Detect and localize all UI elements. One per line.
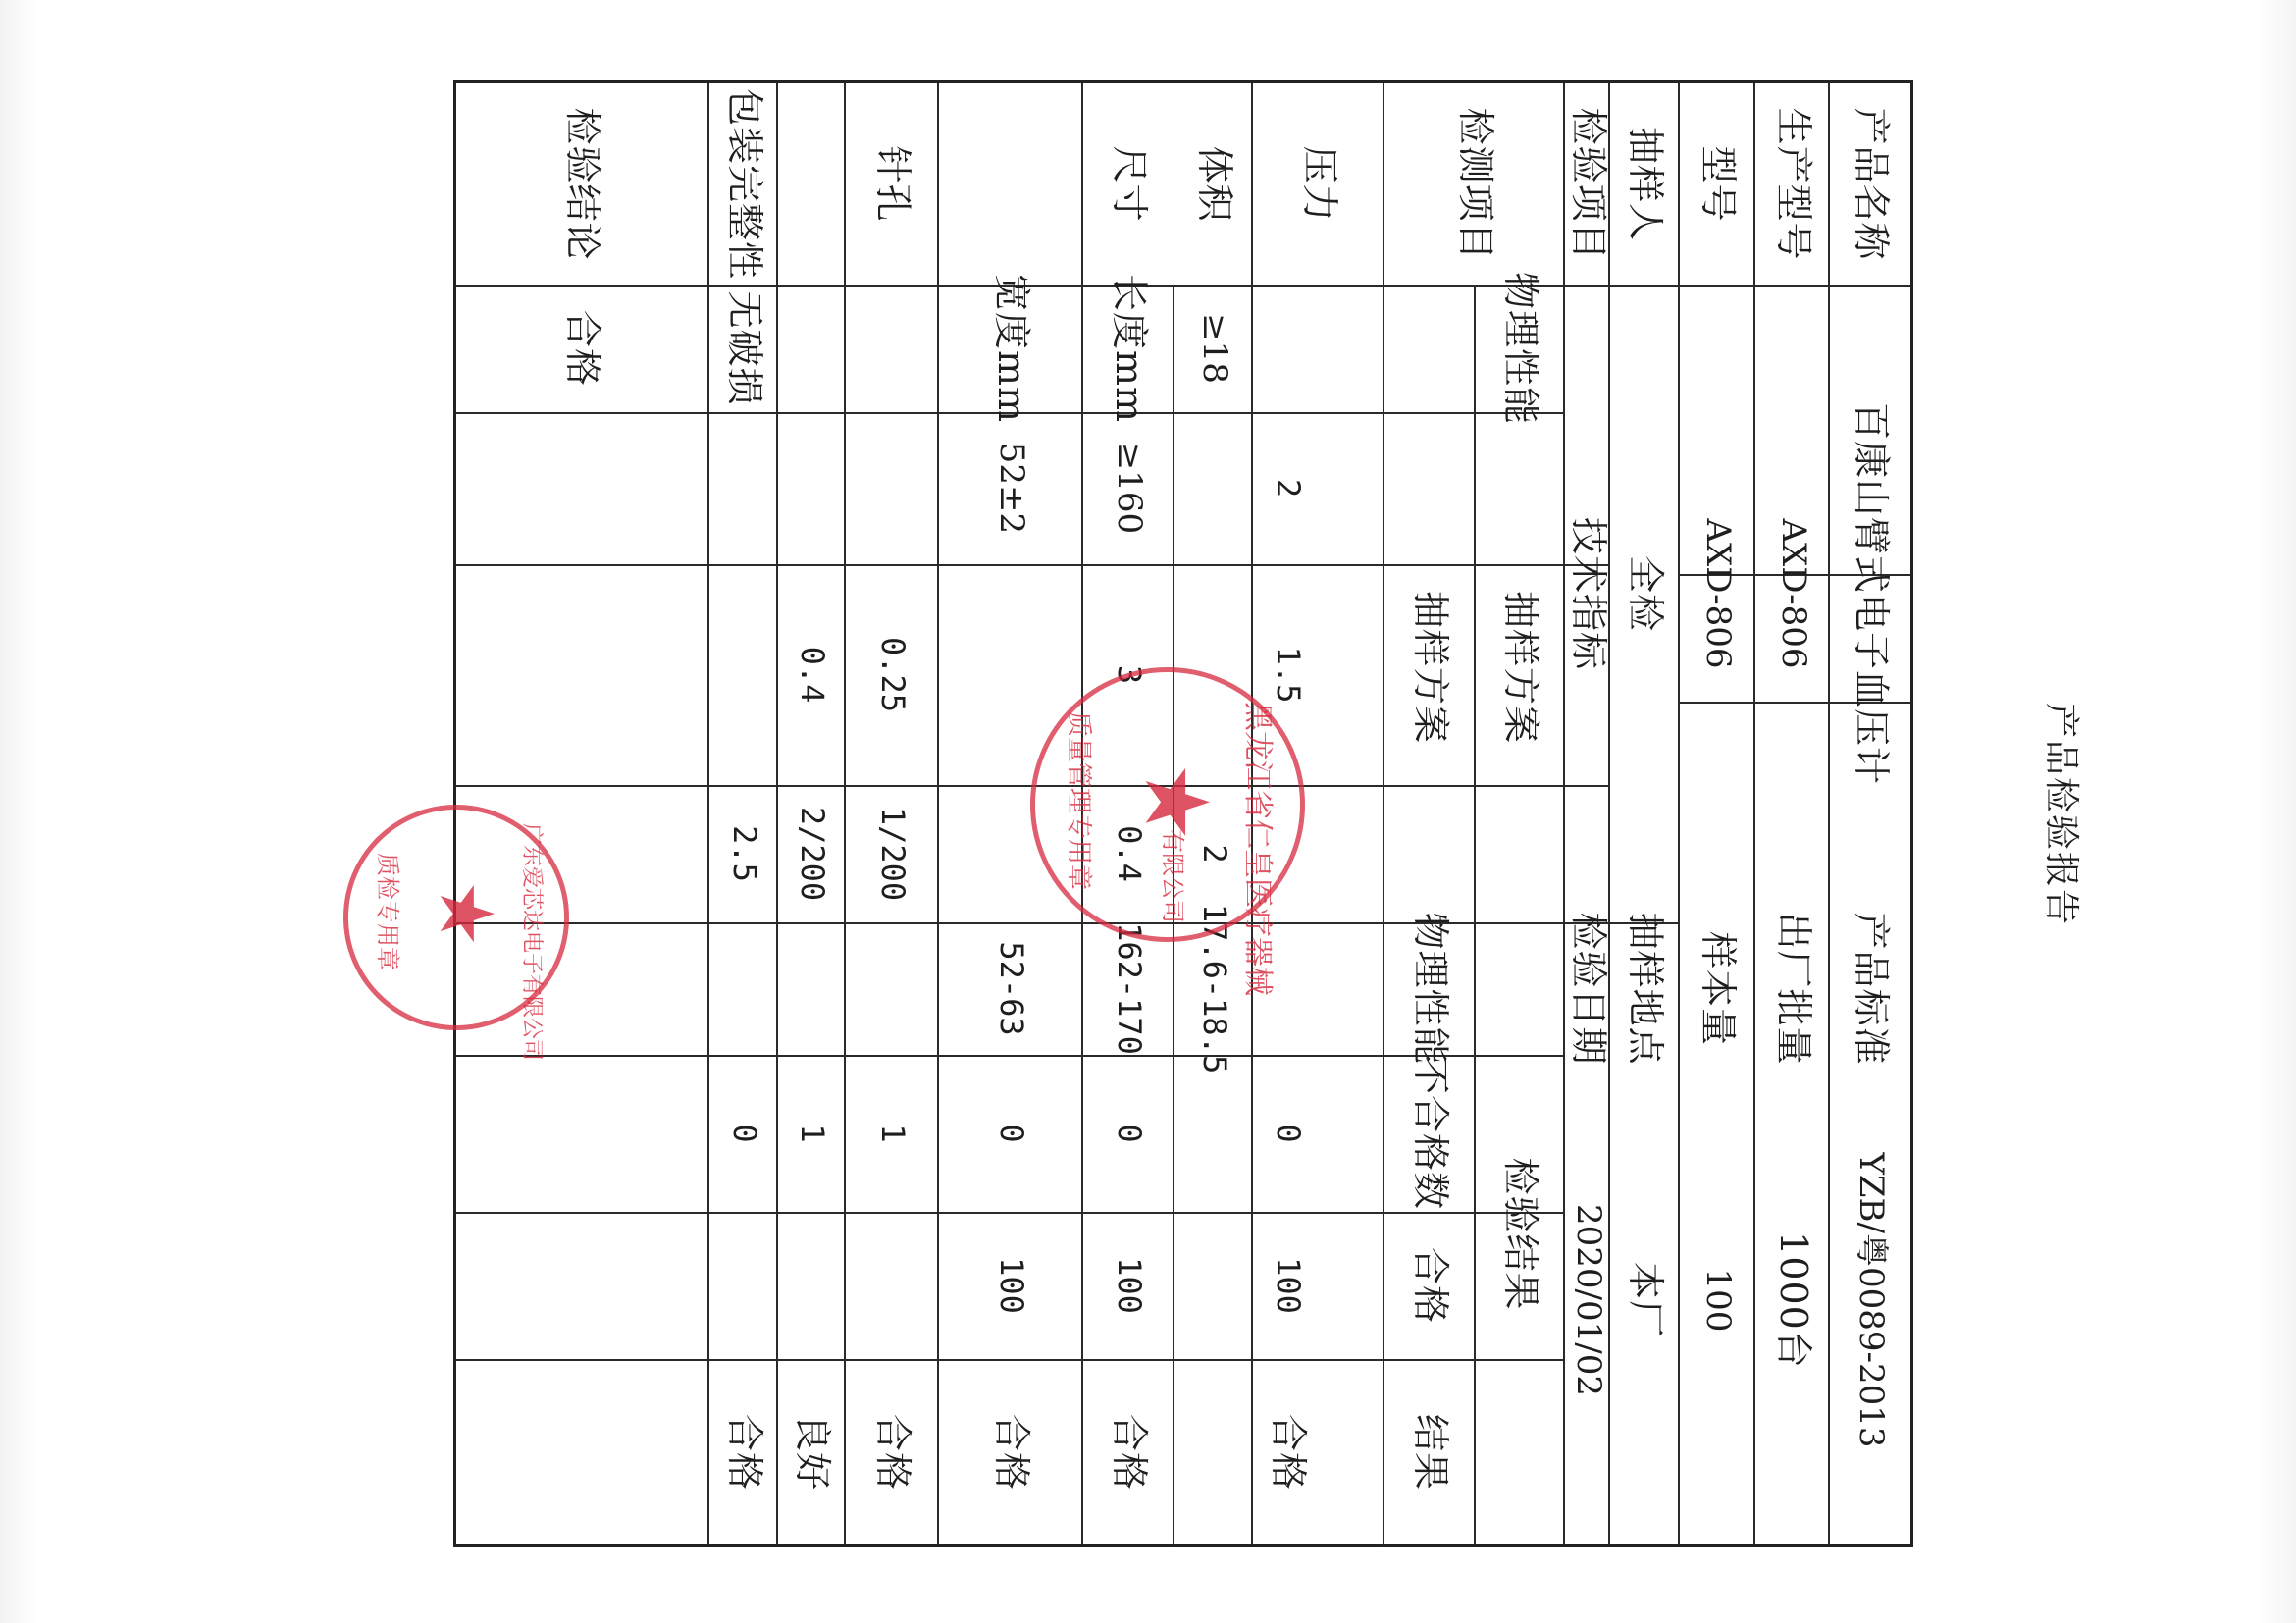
model: AXD-806 [1698,518,1739,669]
row-pressure-p2: 1.5 [1269,646,1307,704]
sample-size: 100 [1698,1268,1739,1333]
row-width-measured: 52-63 [993,941,1031,1036]
row-pressure-pass: 100 [1269,1257,1307,1314]
inspection-item-label: 检验项目 [1566,107,1610,261]
row-volume-label: 体积 [1192,145,1236,223]
tech-index: 技术指标 [1566,516,1610,670]
size-group-label: 尺寸 [1108,145,1152,223]
row-6-p2: 0.4 [794,646,832,704]
model-label: 型号 [1696,145,1741,223]
unqualified-count-header: 不合格数 [1409,1056,1453,1210]
row-width-result: 合格 [990,1413,1034,1491]
result-header: 结果 [1409,1413,1453,1491]
row-length-label: 长度mm [1108,273,1152,424]
row-pressure-p1: 2 [1269,478,1307,498]
row-volume-spec: ≥18 [1194,313,1234,384]
row-pinhole-fail: 1 [874,1124,913,1143]
qualified-header: 合格 [1409,1246,1453,1324]
seal-1-right-text: 有限公司 [1159,829,1186,923]
standard-label: 产品标准 [1849,912,1893,1066]
row-pressure-label: 压力 [1297,145,1341,223]
row-pinhole-label: 针孔 [871,145,915,223]
test-items-header: 检测项目 [1453,107,1497,261]
row-pinhole-p3: 1/200 [874,806,913,902]
sampling-plan-header: 抽样方案 [1499,590,1543,744]
row-length-fail: 0 [1111,1124,1149,1143]
sampler-label: 抽样人 [1624,126,1668,241]
row-packaging-result: 合格 [722,1413,766,1491]
row-length-p1: 3 [1111,664,1149,685]
seal-2-bottom-text: 质检专用章 [374,853,401,970]
row-length-spec: ≥160 [1110,442,1150,535]
row-6-fail: 1 [794,1124,832,1143]
production-model: AXD-806 [1773,518,1813,669]
row-width-fail: 0 [993,1124,1031,1143]
conclusion-value: 合格 [561,309,605,387]
inspection-date-label: 检验日期 [1566,912,1610,1066]
row-packaging-fail: 0 [725,1124,763,1143]
row-volume-measured: 17.6-18.5 [1195,903,1233,1074]
inspection-date: 2020/01/02 [1568,1204,1608,1396]
row-width-spec: 52±2 [992,442,1032,535]
seal-1-bottom-text: 质量管理专用章 [1064,711,1093,891]
row-pressure-result: 合格 [1266,1413,1310,1491]
star-icon: ★ [423,880,510,948]
sample-size-label: 样本量 [1696,930,1741,1046]
row-packaging-spec: 无破损 [722,290,766,406]
report-title: 产品检验报告 [2040,702,2081,926]
row-width-label: 宽度mm [990,273,1034,424]
sampling-plan-sub: 抽样方案 [1409,590,1453,744]
sampling-place-label: 抽样地点 [1624,912,1668,1066]
quality-seal-2 [343,805,569,1062]
product-name-label: 产品名称 [1849,107,1893,261]
row-packaging-label: 包装完整性 [722,87,766,280]
star-icon: ★ [1124,762,1227,842]
seal-2-top-text: 广东爱芯达电子有限公司 [519,823,544,1062]
results-header: 检验结果 [1499,1157,1543,1311]
row-pinhole-p2: 0.25 [874,636,913,713]
sampling-place: 本厂 [1624,1261,1668,1338]
row-width-pass: 100 [993,1257,1031,1314]
row-volume-p3: 2 [1195,844,1233,864]
row-length-result: 合格 [1108,1413,1152,1491]
product-name: 百康山臂式电子血压计 [1849,401,1893,785]
results-physical: 物理性能 [1409,912,1453,1066]
batch-label: 出厂批量 [1771,912,1815,1066]
row-pinhole-result: 合格 [871,1413,915,1491]
seal-1-top-text: 黑龙江省仁皇医疗器械 [1240,702,1275,996]
batch: 1000台 [1771,1231,1815,1369]
row-length-pass: 100 [1111,1257,1149,1314]
physical-header: 物理性能 [1499,272,1543,426]
row-packaging-p3: 2.5 [725,825,763,882]
row-length-measured: 162-170 [1111,922,1149,1055]
row-6-p3: 2/200 [794,806,832,902]
standard: YZB/粤0089-2013 [1851,1152,1891,1448]
row-6-result: 良好 [791,1413,835,1491]
row-pressure-fail: 0 [1269,1124,1307,1143]
conclusion-label: 检验结论 [561,107,605,261]
sampler: 全检 [1624,554,1668,632]
production-model-label: 生产型号 [1771,107,1815,261]
row-length-p3: 0.4 [1111,825,1149,882]
